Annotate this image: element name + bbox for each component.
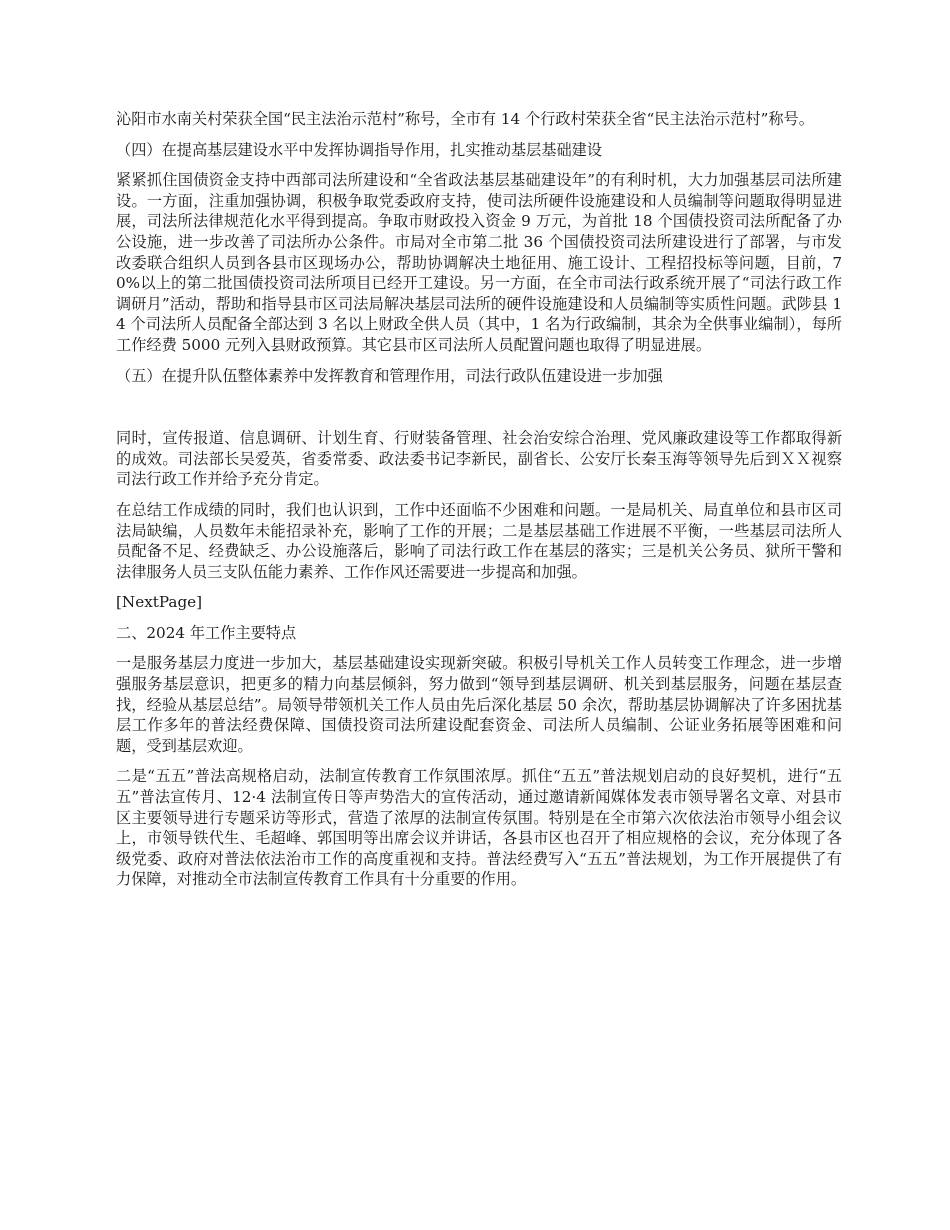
- paragraph-grassroots-construction: 紧紧抓住国债资金支持中西部司法所建设和“全省政法基层基础建设年”的有利时机，大力加强基层司法所建设。一方面，注重加强协调，积极争取党委政府支持，使司法所硬件设施建设和人员编制等问题取得明显进展，司法所法律规范化水平得到提高。争取市财政投入资金 9 万元，为首批 18 个国债投资司法所配备了办公设施，进一步改善了司法所办公条件。市局对全市第二批 36 个国债投资司法所建设进行了部署，与市发改委联合组织人员到各县市区现场办公，帮助协调解决土地征用、施工设计、工程招投标等问题，目前，70%以上的第二批国债投资司法所项目已经开工建设。另一方面，在全市司法行政系统开展了“司法行政工作调研月”活动，帮助和指导县市区司法局解决基层司法所的硬件设施建设和人员编制等实质性问题。武陟县 14 个司法所人员配备全部达到 3 名以上财政全供人员（其中，1 名为行政编制，其余为全供事业编制），每所工作经费 5000 元列入县财政预算。其它县市区司法所人员配置问题也取得了明显进展。: [116, 171, 842, 354]
- paragraph-village-honors: 沁阳市水南关村荣获全国“民主法治示范村”称号，全市有 14 个行政村荣获全省“民主法治示范村”称号。: [116, 110, 814, 128]
- page-break-marker: [NextPage]: [116, 593, 203, 612]
- paragraph-other-achievements: 同时，宣传报道、信息调研、计划生育、行财装备管理、社会治安综合治理、党风廉政建设等工作都取得新的成效。司法部长吴爱英，省委常委、政法委书记李新民，副省长、公安厅长秦玉海等领导先后到ＸＸ视察司法行政工作并给予充分肯定。: [116, 429, 842, 489]
- paragraph-legal-publicity: 二是“五五”普法高规格启动，法制宣传教育工作氛围浓厚。抓住“五五”普法规划启动的良好契机，进行“五五”普法宣传月、12·4 法制宣传日等声势浩大的宣传活动，通过邀请新闻媒体发表市领导署名文章、对县市区主要领导进行专题采访等形式，营造了浓厚的法制宣传氛围。特别是在全市第六次依法治市领导小组会议上，市领导铁代生、毛超峰、郭国明等出席会议并讲话，各县市区也召开了相应规格的会议，充分体现了各级党委、政府对普法依法治市工作的高度重视和支持。普法经费写入“五五”普法规划，为工作开展提供了有力保障，对推动全市法制宣传教育工作具有十分重要的作用。: [116, 767, 842, 889]
- paragraph-problems: 在总结工作成绩的同时，我们也认识到，工作中还面临不少困难和问题。一是局机关、局直单位和县市区司法局缺编，人员数年未能招录补充，影响了工作的开展；二是基层基础工作进展不平衡，一些基层司法所人员配备不足、经费缺乏、办公设施落后，影响了司法行政工作在基层的落实；三是机关公务员、狱所干警和法律服务人员三支队伍能力素养、工作作风还需要进一步提高和加强。: [116, 500, 842, 581]
- section-heading-2024-features: 二、2024 年工作主要特点: [116, 623, 297, 642]
- section-heading-4: （四）在提高基层建设水平中发挥协调指导作用，扎实推动基层基础建设: [116, 140, 602, 159]
- document-page: [116, 109, 842, 890]
- section-heading-5: （五）在提升队伍整体素养中发挥教育和管理作用，司法行政队伍建设进一步加强: [116, 366, 663, 385]
- paragraph-service-grassroots: 一是服务基层力度进一步加大，基层基础建设实现新突破。积极引导机关工作人员转变工作理念，进一步增强服务基层意识，把更多的精力向基层倾斜，努力做到“领导到基层调研、机关到基层服务，问题在基层查找，经验从基层总结”。局领导带领机关工作人员由先后深化基层 50 余次，帮助基层协调解决了许多困扰基层工作多年的普法经费保障、国债投资司法所建设配套资金、司法所人员编制、公证业务拓展等困难和问题，受到基层欢迎。: [116, 654, 842, 755]
